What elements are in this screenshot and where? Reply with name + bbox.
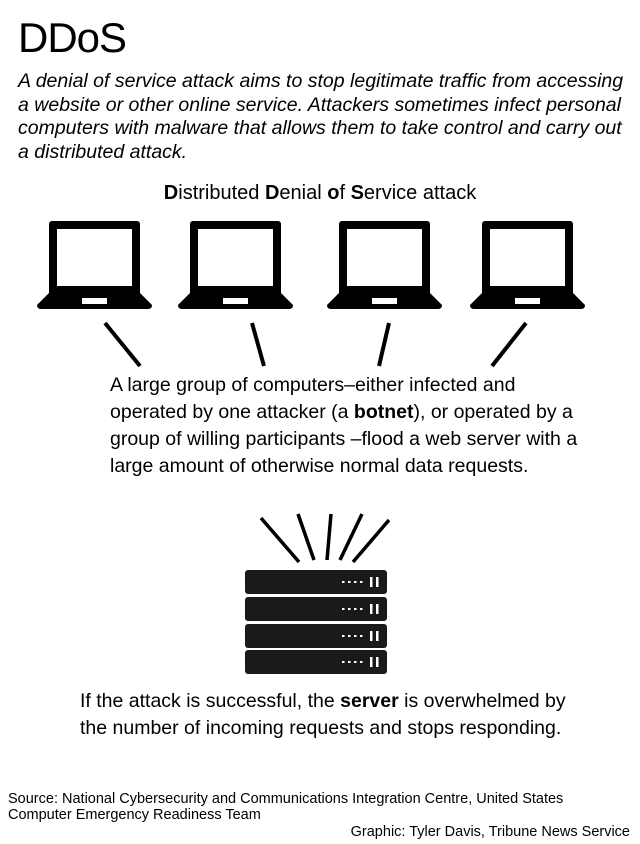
botnet-text-after: ), or operated by a group of willing participants –flood a web server with a large amount of otherwise normal data requests. — [110, 401, 578, 477]
botnet-term: botnet — [353, 401, 414, 423]
result-description — [80, 688, 580, 742]
server-unit — [245, 624, 387, 648]
request-line — [298, 514, 314, 560]
request-line — [261, 518, 299, 562]
server-unit — [245, 650, 387, 674]
result-text-before: If the attack is successful, the — [80, 690, 341, 712]
intro-paragraph: A denial of service attack aims to stop legitimate traffic from accessing a website or other online service. Attackers sometimes infect personal computers with malware that allows them to take control and carry out a distributed attack. — [18, 70, 624, 163]
diagram-title-text: enial — [279, 182, 328, 204]
attack-line — [252, 323, 264, 366]
diagram-title-cap: S — [350, 182, 364, 204]
graphic-credit: Graphic: Tyler Davis, Tribune News Service — [350, 824, 630, 840]
laptop-icon — [470, 219, 585, 311]
request-line — [327, 514, 331, 560]
request-line — [353, 520, 389, 562]
laptop-icon — [327, 219, 442, 311]
laptop-icon — [37, 219, 152, 311]
botnet-text-before: A large group of computers–either infected and operated by one attacker (a — [110, 374, 516, 423]
botnet-description — [110, 372, 580, 480]
diagram-title-cap: D — [264, 182, 280, 204]
server-unit — [245, 597, 387, 621]
diagram-title-text: istributed — [178, 182, 265, 204]
request-line — [340, 514, 362, 560]
diagram-title-text: ervice attack — [363, 182, 477, 204]
attack-line — [492, 323, 526, 366]
result-text-after: is overwhelmed by the number of incoming requests and stops responding. — [80, 690, 566, 739]
diagram-title — [0, 181, 640, 205]
diagram-title-cap: D — [163, 182, 179, 204]
laptop-icon — [178, 219, 293, 311]
server-rack-icon — [245, 570, 387, 674]
server-unit — [245, 570, 387, 594]
attack-line — [105, 323, 140, 366]
source-note: Source: National Cybersecurity and Communications Integration Centre, United States Computer Emergency Readiness Team — [8, 791, 564, 823]
attack-line — [379, 323, 389, 366]
server-term: server — [340, 690, 399, 712]
graphic-title: DDoS — [18, 14, 127, 61]
diagram-title-text: f — [339, 182, 351, 204]
diagram-title-cap: o — [327, 182, 340, 204]
